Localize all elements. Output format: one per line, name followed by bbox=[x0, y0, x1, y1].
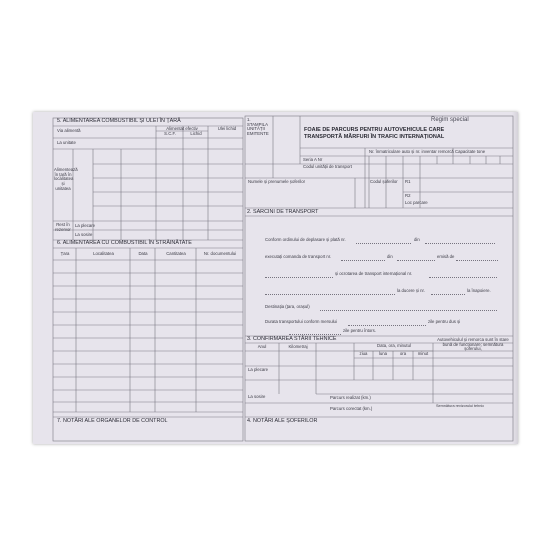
s2-line6-a: Durata transportului conform mersului bbox=[265, 319, 337, 324]
s2-dots bbox=[289, 334, 341, 335]
s2-line3: și ocrotarea de transport internațional nr. bbox=[335, 271, 413, 276]
s2-dots bbox=[320, 310, 497, 311]
sheet-edge-shadow bbox=[512, 112, 518, 444]
col-nr-doc: Nr. documentului bbox=[203, 251, 237, 256]
s3-col-data: Data, ora, minutul bbox=[377, 343, 411, 348]
s3-sub-ora: ora bbox=[399, 351, 407, 356]
s2-dots bbox=[265, 277, 333, 278]
nr-inmatriculare-label: Nr. înmatriculare auto și nr. inventar remorcă bbox=[369, 149, 454, 154]
s2-dots bbox=[341, 260, 385, 261]
col-ulei-label: Ulei lichid bbox=[217, 126, 237, 131]
s2-line4-a: la ducere și nr. bbox=[397, 288, 425, 293]
form-grid bbox=[33, 112, 518, 444]
serie-label: Seria A Nr bbox=[303, 157, 323, 162]
s2-dots bbox=[429, 277, 497, 278]
s2-dots bbox=[397, 260, 435, 261]
s3-sub-ziua: ziua bbox=[359, 351, 368, 356]
s2-dots bbox=[456, 260, 498, 261]
r1-label: R1 bbox=[405, 179, 411, 184]
codul-unitatii-label: Codul unității de transport bbox=[303, 164, 352, 169]
rest-sosire-label: La sosire bbox=[75, 232, 93, 237]
s3-sub-luna: luna bbox=[378, 351, 388, 356]
col-lichid-label: Lichid bbox=[190, 131, 202, 136]
col-cantitatea: Cantitatea bbox=[166, 251, 186, 256]
section1-title: 1. STAMPILA UNITĂȚII EMITENTE bbox=[247, 117, 269, 137]
s2-line1-b: din bbox=[414, 237, 420, 242]
s3-col-anul: Anul bbox=[257, 344, 267, 349]
s2-line2-b: din bbox=[387, 254, 393, 259]
s3-semnatura-tehnic: Semnătura revizorului tehnic bbox=[436, 404, 485, 408]
col-efectiv-label: Alimentat efectiv bbox=[166, 126, 198, 131]
s3-la-plecare: La plecare bbox=[248, 367, 269, 372]
numele-label: Numele și prenumele șoferilor bbox=[248, 179, 306, 184]
form-sheet bbox=[33, 112, 518, 444]
section6-title: 6. ALIMENTAREA CU COMBUSTIBIL ÎN STRĂINĂTATE bbox=[57, 240, 192, 246]
col-tara: Țara bbox=[60, 251, 70, 256]
section3-title: 3. CONFIRMAREA STĂRII TEHNICE bbox=[247, 336, 337, 342]
section7-title: 7. NOTĂRI ALE ORGANELOR DE CONTROL bbox=[57, 418, 168, 424]
row-unitate-label: La unitate bbox=[57, 140, 76, 145]
col-localitatea: Localitatea bbox=[93, 251, 114, 256]
col-scf-label: S.C.F. bbox=[164, 131, 176, 136]
codul-soferilor-label: Codul șoferilor bbox=[370, 179, 398, 184]
s2-line6-b: zile pentru dus și bbox=[428, 319, 461, 324]
s2-line5: Destinația (țara, orașul) bbox=[265, 304, 310, 309]
r2-label: R2 bbox=[405, 193, 411, 198]
rest-label: Rest în rezervor bbox=[55, 222, 71, 232]
s2-line1-a: Conform ordinului de deplasare și plată nr. bbox=[265, 237, 346, 242]
s2-dots bbox=[431, 294, 465, 295]
heading-line1: FOAIE DE PARCURS PENTRU AUTOVEHICULE CARE bbox=[304, 127, 445, 133]
s3-parcurs-realizat: Parcurs realizat (km.) bbox=[330, 395, 371, 400]
rest-plecare-label: La plecare bbox=[75, 223, 96, 228]
col-data: Data bbox=[138, 251, 148, 256]
section4-title: 4. NOTĂRI ALE ȘOFERILOR bbox=[247, 418, 318, 424]
s3-sub-minut: minut bbox=[417, 351, 429, 356]
s2-dots bbox=[356, 243, 411, 244]
s2-line2-c: emisă de bbox=[437, 254, 455, 259]
row-via-label: Via alimentă bbox=[57, 128, 81, 133]
s3-parcurs-corectat: Parcurs corectat (km.) bbox=[330, 406, 373, 411]
loc-parcare-label: Loc parcare bbox=[405, 200, 428, 205]
s2-line2-a: executați comanda de transport nr. bbox=[265, 254, 332, 259]
s3-col-km: Kilometraj bbox=[288, 344, 308, 349]
side-label: Alimentează în țară în localitatea și unitatea bbox=[54, 167, 78, 191]
s2-dots bbox=[348, 325, 426, 326]
s2-dots bbox=[425, 243, 495, 244]
s3-col-confirm: Autovehiculul și remorca sunt în stare bună de funcționare; semnătura șoferului, bbox=[437, 337, 509, 352]
regim-special: Regim special bbox=[431, 117, 469, 123]
s3-la-sosire: La sosire bbox=[248, 394, 266, 399]
s2-line7: zile pentru întors. bbox=[343, 328, 376, 333]
section2-title: 2. SARCINI DE TRANSPORT bbox=[247, 209, 319, 215]
heading-line2: TRANSPORTĂ MĂRFURI ÎN TRAFIC INTERNAȚIONAL bbox=[304, 134, 445, 140]
s2-line4-b: la înapoiere. bbox=[467, 288, 491, 293]
section5-title: 5. ALIMENTAREA COMBUSTIBIL ȘI ULEI ÎN ȚARĂ bbox=[57, 118, 181, 124]
s2-dots bbox=[265, 294, 395, 295]
capacitate-label: Capacitate tone bbox=[455, 149, 486, 154]
